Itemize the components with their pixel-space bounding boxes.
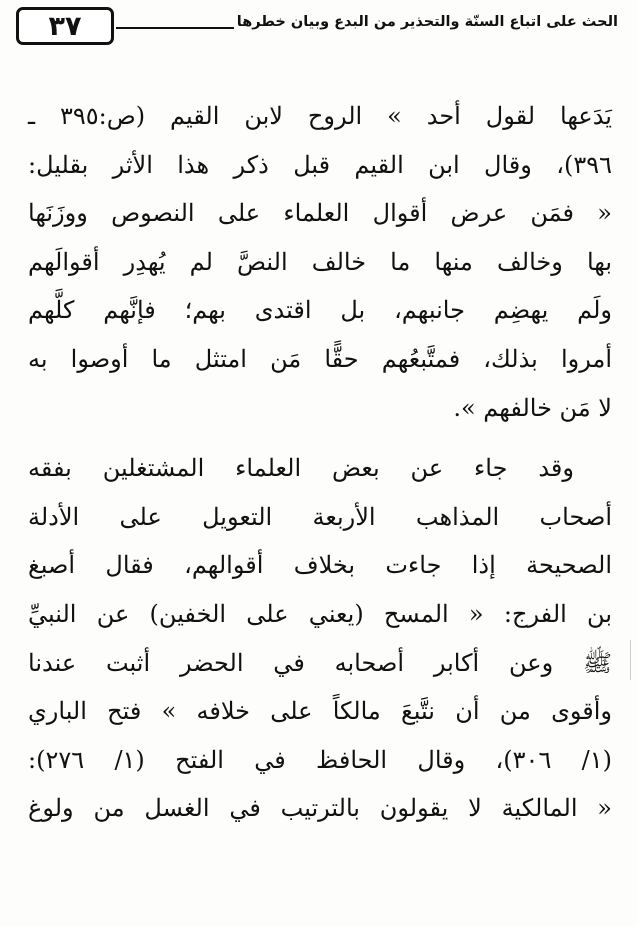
text-line: لا مَن خالفهم ». [453, 393, 612, 422]
text-line: ولَم يهضِم جانبهم، بل اقتدى بهم؛ فإنَّهم كلَّهم [28, 296, 612, 325]
text-line: ٣٩٦)، وقال ابن القيم قبل ذكر هذا الأثر بقليل: [28, 150, 612, 179]
text-line: بن الفرج: « المسح (يعني على الخفين) عن النبيِّ [28, 599, 612, 628]
body-text [28, 92, 612, 833]
text-line: أصحاب المذاهب الأربعة التعويل على الأدلة [28, 502, 612, 531]
text-line: الصحيحة إذا جاءت بخلاف أقوالهم، فقال أصبغ [28, 551, 612, 580]
page-header [14, 5, 622, 51]
text-line: أمروا بذلك، فمتَّبعُهم حقًّا مَن امتثل ما أوصوا به [28, 344, 612, 373]
page-number: ٣٧ [48, 10, 82, 42]
header-rule [116, 27, 234, 29]
text-line: ﷺ وعن أكابر أصحابه في الحضر أثبت عندنا [28, 648, 612, 677]
text-line: « المالكية لا يقولون بالترتيب في الغسل من ولوغ [28, 794, 612, 823]
text-line: وأقوى من أن نتَّبعَ مالكاً على خلافه » فتح الباري [28, 697, 612, 726]
text-line: « فمَن عرض أقوال العلماء على النصوص ووزَنَها [28, 199, 612, 228]
scan-mark [630, 640, 631, 680]
text-line: بها وخالف منها ما خالف النصَّ لم يُهدِر أقوالَهم [28, 247, 612, 276]
page-number-box [16, 7, 114, 45]
paragraph-gap [28, 432, 612, 444]
text-line: (١/ ٣٠٦)، وقال الحافظ في الفتح (١/ ٢٧٦): [28, 745, 612, 774]
text-line: وقد جاء عن بعض العلماء المشتغلين بفقه [28, 454, 574, 483]
running-title: الحث على اتباع السنّة والتحذير من البدع وبيان خطرها [236, 14, 618, 30]
text-line: يَدَعها لقول أحد » الروح لابن القيم (ص:٣٩٥ ـ [28, 102, 612, 130]
